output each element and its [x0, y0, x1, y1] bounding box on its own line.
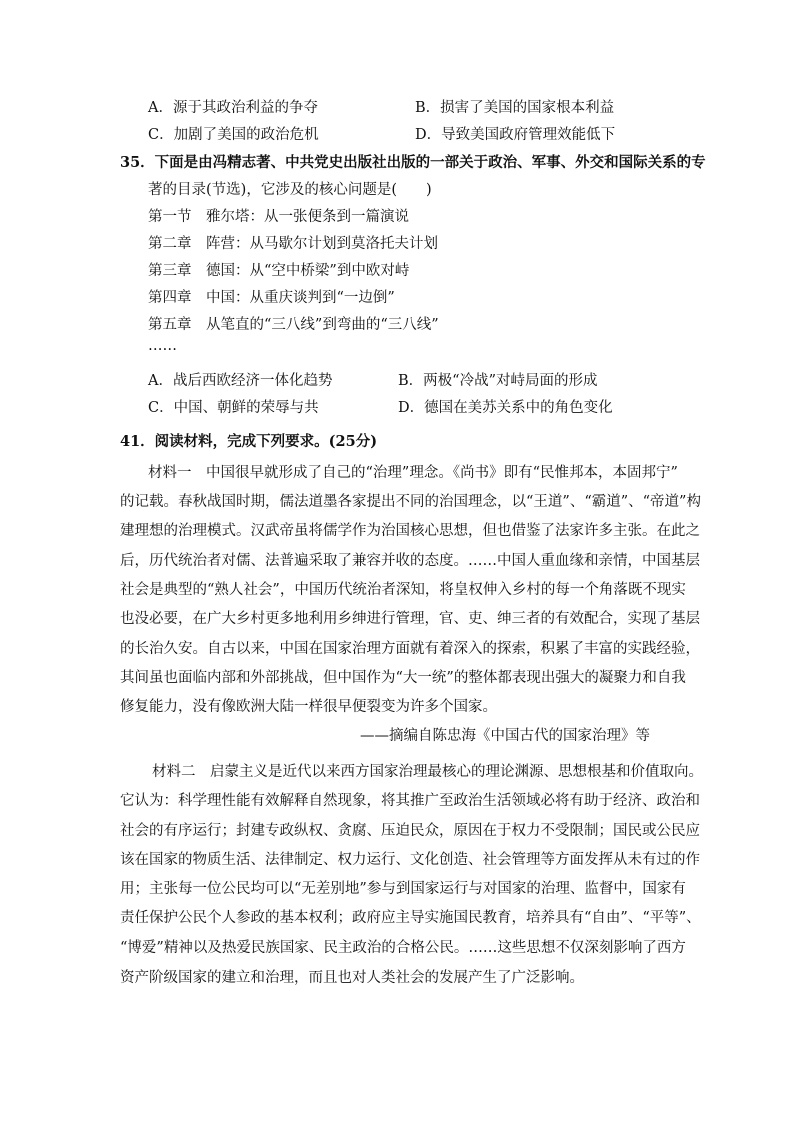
material2-line: 社会的有序运行；封建专政纵权、贪腐、压迫民众，原因在于权力不受限制；国民或公民应	[120, 823, 700, 839]
material1-line: 其间虽也面临内部和外部挑战，但中国作为“大一统”的整体都表现出强大的凝聚力和自我	[120, 670, 686, 686]
q34-option-c: C．加剧了美国的政治危机	[148, 127, 319, 143]
material1-line: 的记载。春秋战国时期，儒法道墨各家提出不同的治国理念，以“王道”、“霸道”、“帝道”构	[120, 494, 701, 510]
material2-line: “博爱”精神以及热爱民族国家、民主政治的合格公民。……这些思想不仅深刻影响了西方	[120, 940, 686, 956]
q35-toc-item: 第二章 阵营：从马歇尔计划到莫洛托夫计划	[148, 236, 438, 252]
material2-line: 它认为：科学理性能有效解释自然现象，将其推广至政治生活领域必将有助于经济、政治和	[120, 793, 700, 809]
q35-toc-item: 第三章 德国：从“空中桥梁”到中欧对峙	[148, 263, 410, 279]
q35-option-b: B．两极“冷战”对峙局面的形成	[398, 373, 598, 389]
material1-line: 社会是典型的“熟人社会”，中国历代统治者深知，将皇权伸入乡村的每一个角落既不现实	[120, 582, 686, 598]
q35-option-a: A．战后西欧经济一体化趋势	[148, 373, 333, 389]
q35-toc-ellipsis: ……	[148, 338, 177, 354]
material1-line: 建理想的治理模式。汉武帝虽将儒学作为治国核心思想，但也借鉴了法家许多主张。在此之	[120, 523, 700, 539]
q35-toc-item: 第一节 雅尔塔：从一张便条到一篇演说	[148, 209, 409, 225]
material1-line: 的长治久安。自古以来，中国在国家治理方面就有着深入的探索，积累了丰富的实践经验，	[120, 641, 700, 657]
material1-source: ——摘编自陈忠海《中国古代的国家治理》等	[360, 728, 650, 744]
material2-line: 责任保护公民个人参政的基本权利；政府应主导实施国民教育，培养具有“自由”、“平等”、	[120, 910, 701, 926]
material2-line: 该在国家的物质生活、法律制定、权力运行、文化创造、社会管理等方面发挥从未有过的作	[120, 852, 700, 868]
material2-line: 用；主张每一位公民均可以“无差别地”参与到国家运行与对国家的治理、监督中，国家有	[120, 881, 686, 897]
q41-heading: 41．阅读材料，完成下列要求。(25分)	[120, 433, 378, 450]
q35-stem-line-2: 著的目录(节选)，它涉及的核心问题是( )	[148, 182, 432, 198]
q35-toc-item: 第四章 中国：从重庆谈判到“一边倒”	[148, 290, 395, 306]
material1-line: 修复能力，没有像欧洲大陆一样很早便裂变为许多个国家。	[120, 699, 497, 715]
q35-option-d: D．德国在美苏关系中的角色变化	[398, 400, 613, 416]
material2-line: 资产阶级国家的建立和治理，而且也对人类社会的发展产生了广泛影响。	[120, 970, 584, 986]
material2-line: 材料二 启蒙主义是近代以来西方国家治理最核心的理论渊源、思想根基和价值取向。	[152, 764, 703, 780]
q35-stem-line-1	[120, 151, 706, 172]
material1-line: 也没必要，在广大乡村更多地利用乡绅进行管理，官、吏、绅三者的有效配合，实现了基层	[120, 611, 700, 627]
material1-line: 材料一 中国很早就形成了自己的“治理”理念。《尚书》即有“民惟邦本，本固邦宁”	[148, 465, 678, 481]
q35-toc-item: 第五章 从笔直的“三八线”到弯曲的“三八线”	[148, 317, 439, 333]
q35-stem-text-1: 35．下面是由冯精志著、中共党史出版社出版的一部关于政治、军事、外交和国际关系的专	[120, 154, 706, 171]
q34-option-a: A．源于其政治利益的争夺	[148, 100, 318, 116]
material1-line: 后，历代统治者对儒、法普遍采取了兼容并收的态度。……中国人重血缘和亲情，中国基层	[120, 553, 700, 569]
q34-option-d: D．导致美国政府管理效能低下	[415, 127, 616, 143]
q34-option-b: B．损害了美国的国家根本利益	[415, 100, 615, 116]
q35-option-c: C．中国、朝鲜的荣辱与共	[148, 400, 319, 416]
